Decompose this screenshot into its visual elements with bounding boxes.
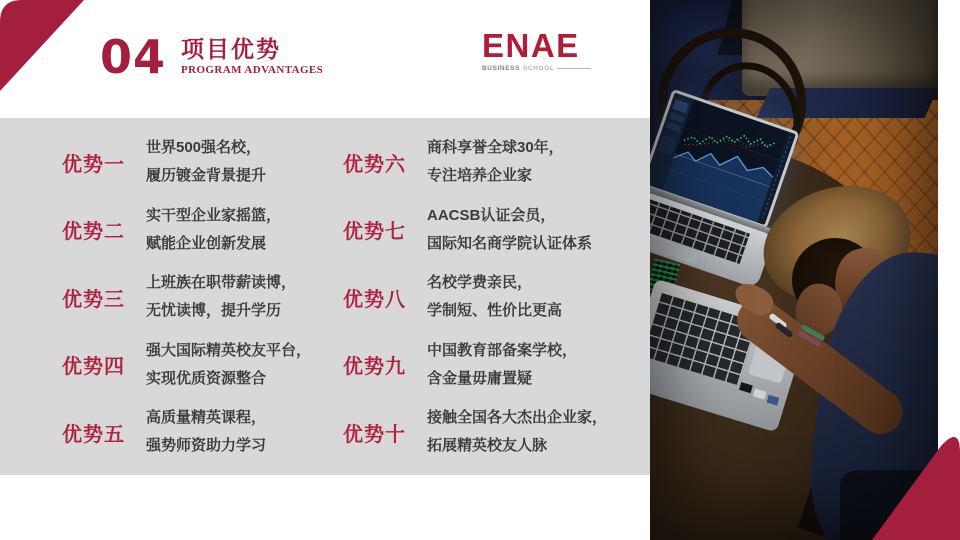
advantage-text [427,134,564,190]
advantage-label: 优势二 [62,221,125,243]
advantage-line1: 世界500强名校， [146,139,262,156]
advantage-row-3 [62,273,332,321]
logo-rule [557,68,591,69]
logo-subtitle [482,65,592,72]
advantage-row-9 [343,341,638,389]
advantage-text [427,269,562,325]
advantage-text [146,337,311,393]
slide-header [100,32,323,82]
advantage-label: 优势一 [62,153,125,176]
advantage-text [427,404,607,460]
advantage-row-8 [343,273,638,321]
advantage-line2: 专注培养企业家 [427,167,533,184]
corner-ribbon-top-left [0,0,92,98]
advantage-line1: 接触全国各大杰出企业家， [427,409,608,426]
advantage-line1: 强大国际精英校友平台， [146,341,312,359]
section-number: 04 [100,30,167,84]
advantage-line2: 强势师资助力学习 [146,437,267,454]
advantage-label: 优势九 [343,356,406,378]
advantage-row-2 [62,206,332,254]
advantage-label: 优势十 [343,423,406,446]
advantage-row-4 [62,341,332,389]
advantage-text [427,202,592,258]
advantage-line2: 无忧读博，提升学历 [146,302,282,319]
advantage-line1: 中国教育部备案学校， [427,341,578,359]
advantage-line1: 名校学费亲民， [427,274,533,291]
corner-ribbon-bottom-right [868,416,960,540]
advantage-text [146,134,266,190]
advantage-row-7 [343,206,638,254]
advantage-text [146,202,281,258]
advantage-label: 优势七 [343,221,406,243]
enae-logo [482,27,592,72]
logo-subtitle-school: SCHOOL [523,65,555,72]
logo-wordmark: ENAE [482,27,580,64]
slide-subtitle: PROGRAM ADVANTAGES [181,64,324,76]
advantage-row-1 [62,138,332,186]
advantage-label: 优势五 [62,423,125,446]
advantage-line2: 实现优质资源整合 [146,369,267,387]
logo-subtitle-business: BUSINESS [482,65,521,72]
advantage-line1: AACSB认证会员， [427,206,556,224]
advantage-label: 优势六 [343,153,406,176]
advantage-line1: 高质量精英课程， [146,409,267,426]
advantages-panel [0,118,650,475]
advantage-line1: 上班族在职带薪读博， [146,274,297,291]
advantage-text [146,404,266,460]
advantage-label: 优势三 [62,288,125,311]
slide-title: 项目优势 [181,36,282,62]
advantages-column-left [62,118,332,475]
advantage-label: 优势四 [62,356,125,378]
advantage-line1: 实干型企业家摇篮， [146,206,282,224]
advantage-text [146,269,296,325]
advantage-line2: 赋能企业创新发展 [146,234,267,252]
advantage-row-10 [343,408,638,456]
advantage-line2: 学制短、性价比更高 [427,302,563,319]
advantage-line2: 履历镀金背景提升 [146,167,267,184]
advantage-text [427,337,577,393]
advantage-line2: 国际知名商学院认证体系 [427,234,593,252]
advantage-line2: 含金量毋庸置疑 [427,369,533,387]
advantage-row-5 [62,408,332,456]
advantage-line1: 商科享誉全球30年， [427,139,564,156]
title-block [181,32,323,76]
advantage-label: 优势八 [343,288,406,311]
advantage-line2: 拓展精英校友人脉 [427,437,548,454]
advantage-row-6 [343,138,638,186]
advantages-column-right [343,118,638,475]
